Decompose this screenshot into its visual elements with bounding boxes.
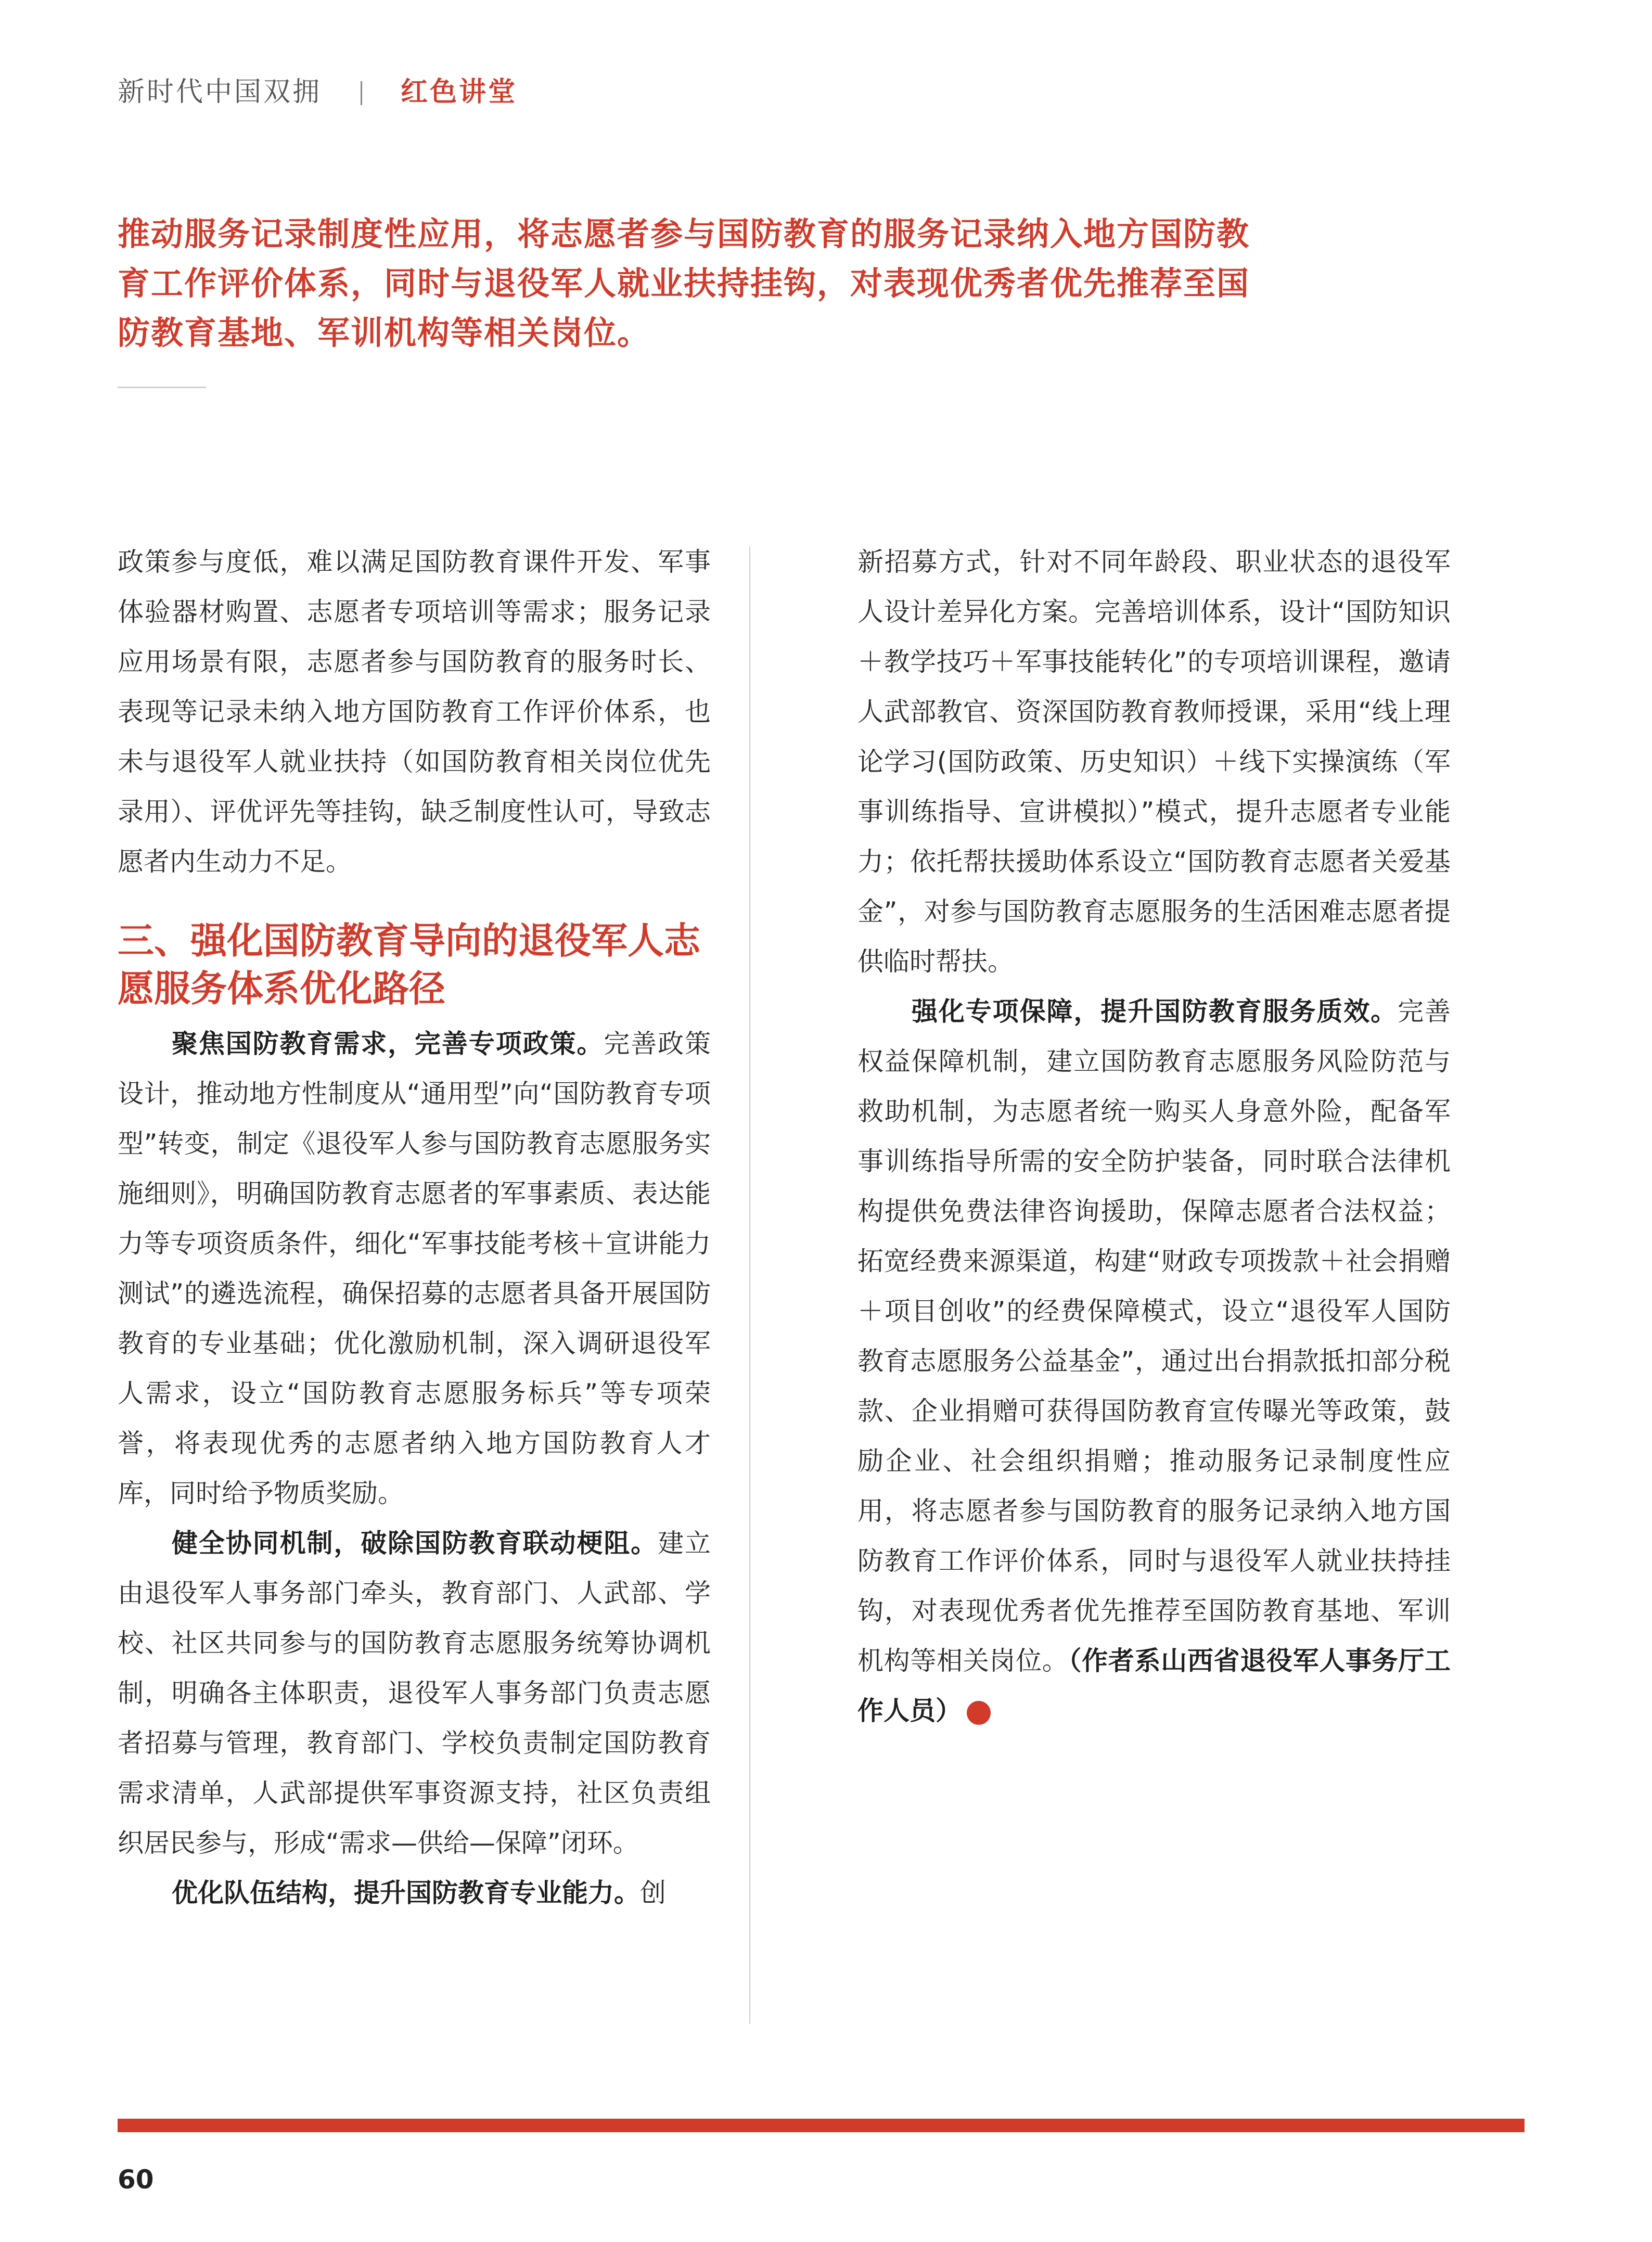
paragraph-text: 建立由退役军人事务部门牵头，教育部门、人武部、学校、社区共同参与的国防教育志愿服务统筹协调机制，明确各主体职责，退役军人事务部门负责志愿者招募与管理，教育部门、学校负责制定国防教育需求清单，人武部提供军事资源支持，社区负责组织居民参与，形成“需求—供给—保障”闭环。 [118,1528,711,1858]
section-name: 红色讲堂 [401,76,518,108]
paragraph-text: 完善政策设计，推动地方性制度从“通用型”向“国防教育专项型”转变，制定《退役军人参与国防教育志愿服务实施细则》，明确国防教育志愿者的军事素质、表达能力等专项资质条件，细化“军事技能考核＋宣讲能力测试”的遴选流程，确保招募的志愿者具备开展国防教育的专业基础；优化激励机制，深入调研退役军人需求，设立“国防教育志愿服务标兵”等专项荣誉，将表现优秀的志愿者纳入地方国防教育人才库，同时给予物质奖励。 [118,1029,711,1508]
paragraph-guarantee [857,987,1451,1736]
paragraph-lead: 强化专项保障，提升国防教育服务质效。 [912,996,1398,1027]
column-divider [749,546,750,2024]
paragraph-text: 创 [640,1878,666,1908]
paragraph-structure-continued: 新招募方式，针对不同年龄段、职业状态的退役军人设计差异化方案。完善培训体系，设计“国防知识＋教学技巧＋军事技能转化”的专项培训课程，邀请人武部教官、资深国防教育教师授课，采用“线上理论学习(国防政策、历史知识）＋线下实操演练（军事训练指导、宣讲模拟）”模式，提升志愿者专业能力；依托帮扶援助体系设立“国防教育志愿者关爱基金”，对参与国防教育志愿服务的生活困难志愿者提供临时帮扶。 [857,547,1451,977]
paragraph-lead: 优化队伍结构，提升国防教育专业能力。 [172,1878,640,1908]
magazine-title: 新时代中国双拥 [118,76,322,108]
page-number: 60 [118,2164,154,2195]
footer-bar [118,2119,1525,2132]
intro-paragraph: 政策参与度低，难以满足国防教育课件开发、军事体验器材购置、志愿者专项培训等需求；服务记录应用场景有限，志愿者参与国防教育的服务时长、表现等记录未纳入地方国防教育工作评价体系，也未与退役军人就业扶持（如国防教育相关岗位优先录用）、评优评先等挂钩，缺乏制度性认可，导致志愿者内生动力不足。 [118,547,711,877]
section-heading: 三、强化国防教育导向的退役军人志愿服务体系优化路径 [118,919,700,1010]
header-separator [361,81,362,105]
paragraph-text: 完善权益保障机制，建立国防教育志愿服务风险防范与救助机制，为志愿者统一购买人身意外险，配备军事训练指导所需的安全防护装备，同时联合法律机构提供免费法律咨询援助，保障志愿者合法权益；拓宽经费来源渠道，构建“财政专项拨款＋社会捐赠＋项目创收”的经费保障模式，设立“退役军人国防教育志愿服务公益基金”，通过出台捐款抵扣部分税款、企业捐赠可获得国防教育宣传曝光等政策，鼓励企业、社会组织捐赠；推动服务记录制度性应用，将志愿者参与国防教育的服务记录纳入地方国防教育工作评价体系，同时与退役军人就业扶持挂钩，对表现优秀者优先推荐至国防教育基地、军训机构等相关岗位。 [857,996,1451,1676]
right-column [857,537,1451,1736]
page-header [118,74,517,110]
paragraph-lead: 健全协同机制，破除国防教育联动梗阻。 [172,1528,658,1558]
left-column [118,537,711,1918]
paragraph-coordination [118,1518,711,1868]
pull-quote-rule [118,387,206,388]
end-mark-icon: N [967,1701,991,1725]
paragraph-structure [118,1868,711,1918]
pull-quote: 推动服务记录制度性应用，将志愿者参与国防教育的服务记录纳入地方国防教育工作评价体系，同时与退役军人就业扶持挂钩，对表现优秀者优先推荐至国防教育基地、军训机构等相关岗位。 [118,215,1250,352]
paragraph-policy [118,1019,711,1518]
paragraph-lead: 聚焦国防教育需求，完善专项政策。 [172,1029,604,1059]
author-byline: （作者系山西省退役军人事务厅工作人员） [857,1646,1451,1726]
